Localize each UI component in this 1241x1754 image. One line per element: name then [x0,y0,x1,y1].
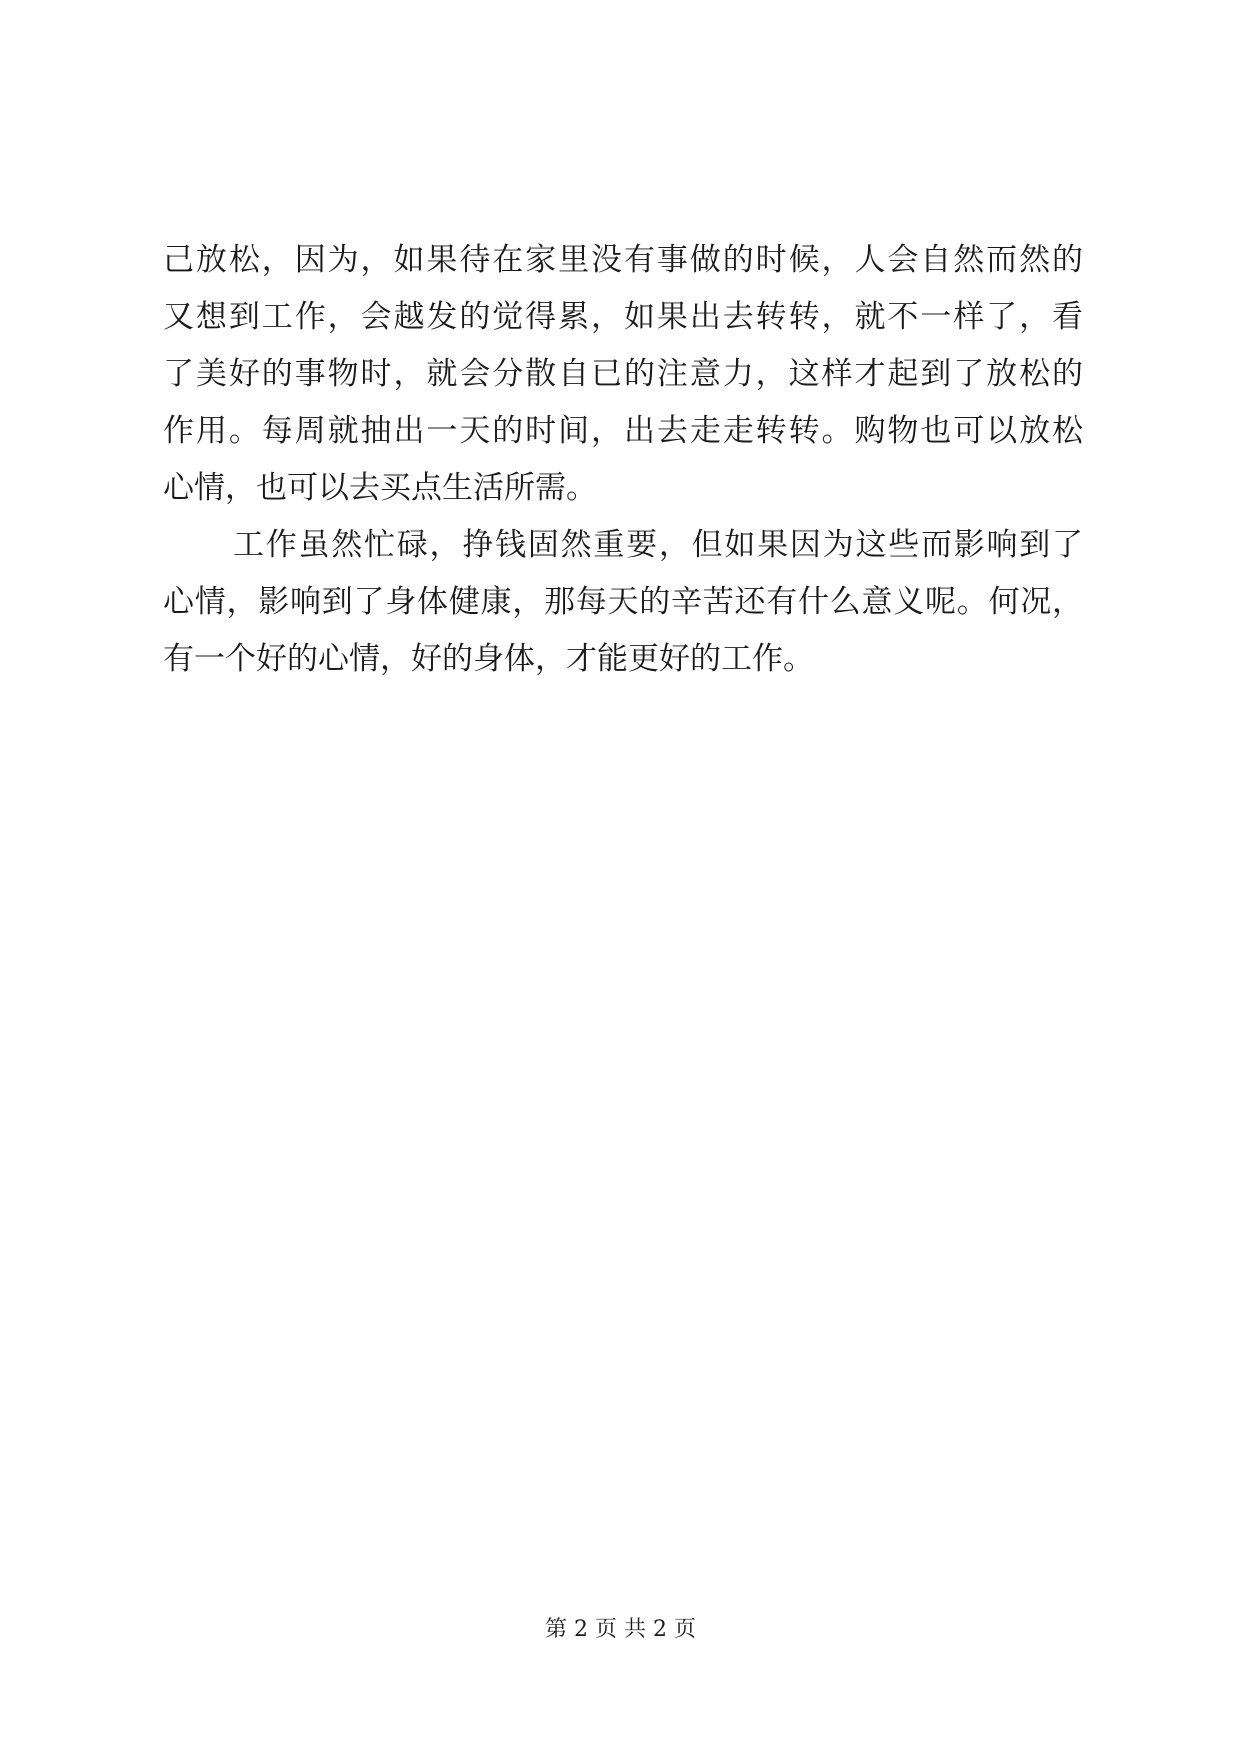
paragraph-line: 了美好的事物时，就会分散自已的注意力，这样才起到了放松的 [163,356,1083,392]
paragraph-line: 作用。每周就抽出一天的时间，出去走走转转。购物也可以放松 [163,413,1083,449]
paragraph-line: 己放松，因为，如果待在家里没有事做的时候，人会自然而然的 [163,242,1083,278]
body-text [163,232,1083,688]
paragraph-line: 又想到工作，会越发的觉得累，如果出去转转，就不一样了，看 [163,299,1083,335]
paragraph-line: 工作虽然忙碌，挣钱固然重要，但如果因为这些而影响到了 [233,527,1083,563]
page-number-footer: 第 2 页 共 2 页 [545,1617,696,1642]
paragraph-1 [163,232,1083,517]
paragraph-2 [163,517,1083,688]
paragraph-line: 心情，影响到了身体健康，那每天的辛苦还有什么意义呢。何况， [163,584,1083,620]
paragraph-line: 有一个好的心情，好的身体，才能更好的工作。 [163,641,814,677]
paragraph-line: 心情，也可以去买点生活所需。 [163,470,597,506]
